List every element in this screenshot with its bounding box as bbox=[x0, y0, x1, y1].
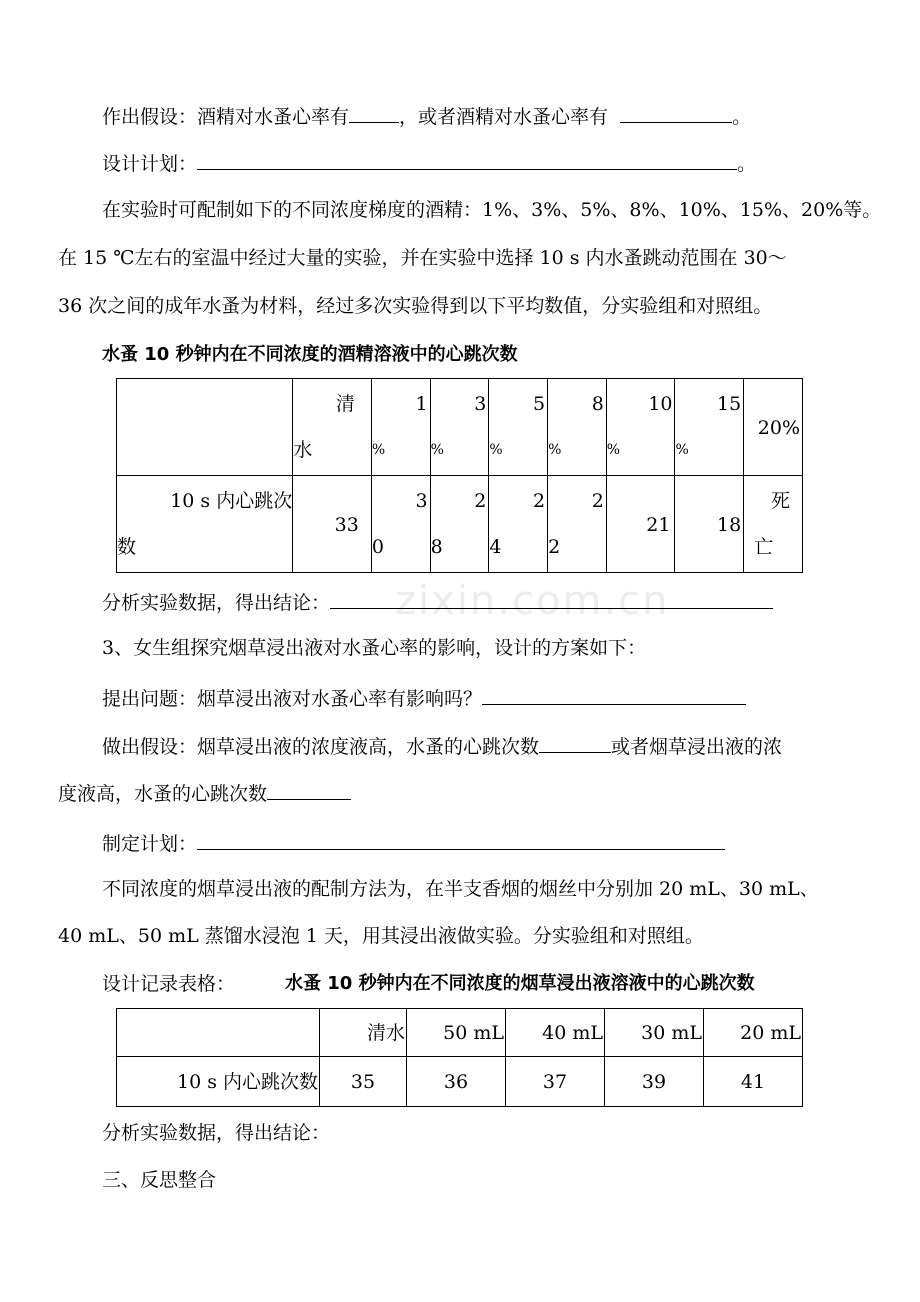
blank-4[interactable] bbox=[267, 779, 351, 800]
table-cell bbox=[506, 1009, 605, 1057]
table-cell bbox=[430, 476, 489, 573]
table-row bbox=[117, 476, 803, 573]
cell-value: 2 bbox=[474, 490, 487, 512]
header-text: 8 bbox=[591, 393, 604, 415]
table-cell bbox=[407, 1009, 506, 1057]
table-cell bbox=[371, 379, 430, 476]
table-cell bbox=[548, 379, 607, 476]
table-cell bbox=[489, 379, 548, 476]
header-text: 5 bbox=[532, 393, 546, 415]
table-cell bbox=[293, 476, 372, 573]
table-row bbox=[117, 1009, 803, 1057]
cell-value: 3 bbox=[415, 490, 428, 512]
conclusion-line bbox=[102, 588, 773, 615]
table1-title: 水蚤 10 秒钟内在不同浓度的酒精溶液中的心跳次数 bbox=[102, 344, 518, 365]
hypothesis-text-b: ，或者酒精对水蚤心率有 bbox=[399, 106, 609, 128]
table-cell bbox=[117, 379, 293, 476]
cell-value: 21 bbox=[646, 514, 671, 536]
header-text: 15 bbox=[716, 393, 742, 415]
question-line bbox=[102, 684, 746, 711]
tobacco-heartbeat-table bbox=[116, 1008, 803, 1107]
blank-1[interactable] bbox=[349, 102, 399, 123]
header-text: 清 bbox=[335, 393, 355, 415]
cell-value: 35 bbox=[350, 1071, 376, 1093]
cell-value: 36 bbox=[443, 1071, 469, 1093]
period: 。 bbox=[737, 153, 757, 175]
header-text: 30 mL bbox=[641, 1022, 702, 1044]
blank-3[interactable] bbox=[539, 732, 611, 753]
blank-2[interactable] bbox=[620, 102, 732, 123]
row-label: 10 s 内心跳次 bbox=[170, 490, 293, 512]
alcohol-heartbeat-table bbox=[116, 378, 803, 573]
cell-value: 39 bbox=[641, 1071, 667, 1093]
header-text: % bbox=[548, 442, 562, 458]
header-text: 水 bbox=[293, 439, 313, 461]
table-cell bbox=[320, 1057, 407, 1107]
table-cell bbox=[704, 1009, 803, 1057]
header-text: % bbox=[430, 442, 444, 458]
question-blank[interactable] bbox=[482, 684, 746, 705]
hypothesis2-text: 或者烟草浸出液的浓 bbox=[611, 736, 783, 758]
cell-value: 亡 bbox=[754, 536, 774, 558]
table-cell bbox=[117, 476, 293, 573]
table-cell bbox=[744, 476, 803, 573]
hypothesis-line bbox=[102, 102, 751, 129]
body-text-line: 36 次之间的成年水蚤为材料，经过多次实验得到以下平均数值，分实验组和对照组。 bbox=[58, 295, 773, 317]
header-text: % bbox=[371, 442, 386, 458]
table-cell bbox=[606, 379, 675, 476]
row-label: 数 bbox=[117, 536, 137, 558]
plan-label: 设计计划： bbox=[102, 153, 198, 175]
row-label: 10 s 内心跳次数 bbox=[176, 1071, 318, 1093]
table-cell bbox=[704, 1057, 803, 1107]
body-text-line: 在实验时可配制如下的不同浓度梯度的酒精：1%、3%、5%、8%、10%、15%、20%等。 bbox=[102, 199, 882, 221]
header-text: 1 bbox=[415, 393, 428, 415]
cell-value: 4 bbox=[489, 536, 502, 558]
cell-value: 8 bbox=[430, 536, 443, 558]
header-text: 50 mL bbox=[443, 1022, 504, 1044]
table-cell bbox=[606, 476, 675, 573]
conclusion-label: 分析实验数据，得出结论： bbox=[102, 592, 331, 614]
header-text: 20 mL bbox=[740, 1022, 801, 1044]
table-cell bbox=[605, 1009, 704, 1057]
cell-value: 死 bbox=[770, 490, 790, 512]
header-text: 10 bbox=[648, 393, 673, 415]
cell-value: 2 bbox=[532, 490, 546, 512]
section-heading: 3、女生组探究烟草浸出液对水蚤心率的影响，设计的方案如下： bbox=[102, 637, 647, 659]
hypothesis-text-a: 作出假设：酒精对水蚤心率有 bbox=[102, 106, 350, 128]
body-text-line: 40 mL、50 mL 蒸馏水浸泡 1 天，用其浸出液做实验。分实验组和对照组。 bbox=[58, 925, 704, 947]
table-cell bbox=[293, 379, 372, 476]
table-cell bbox=[675, 476, 744, 573]
cell-value: 33 bbox=[334, 514, 359, 536]
conclusion-blank[interactable] bbox=[330, 588, 773, 609]
table-cell bbox=[744, 379, 803, 476]
cell-value: 2 bbox=[591, 490, 604, 512]
conclusion2-line: 分析实验数据，得出结论： bbox=[102, 1122, 331, 1144]
header-text: % bbox=[606, 442, 621, 458]
plan2-line bbox=[102, 829, 725, 856]
table-cell bbox=[548, 476, 607, 573]
plan-line bbox=[102, 149, 756, 176]
cell-value: 37 bbox=[542, 1071, 568, 1093]
hypothesis2-text: 做出假设：烟草浸出液的浓度液高，水蚤的心跳次数 bbox=[102, 736, 540, 758]
table-row bbox=[117, 379, 803, 476]
body-text-line: 不同浓度的烟草浸出液的配制方法为，在半支香烟的烟丝中分别加 20 mL、30 mL、 bbox=[102, 878, 819, 900]
header-text: 3 bbox=[474, 393, 487, 415]
table-row bbox=[117, 1057, 803, 1107]
header-text: 40 mL bbox=[542, 1022, 603, 1044]
cell-value: 41 bbox=[740, 1071, 766, 1093]
table-cell bbox=[320, 1009, 407, 1057]
section-heading: 三、反思整合 bbox=[102, 1169, 217, 1191]
header-text: % bbox=[489, 442, 503, 458]
cell-value: 18 bbox=[716, 514, 742, 536]
header-text: 20% bbox=[757, 417, 800, 439]
plan2-label: 制定计划： bbox=[102, 833, 198, 855]
header-text: 清水 bbox=[366, 1022, 405, 1044]
table-cell bbox=[430, 379, 489, 476]
table-cell bbox=[675, 379, 744, 476]
hypothesis2-text: 度液高，水蚤的心跳次数 bbox=[58, 783, 268, 805]
table-cell bbox=[605, 1057, 704, 1107]
table-cell bbox=[489, 476, 548, 573]
period: 。 bbox=[732, 106, 752, 128]
table-cell bbox=[371, 476, 430, 573]
header-text: % bbox=[675, 442, 689, 458]
watermark: zixin.com.cn bbox=[395, 578, 670, 624]
hypothesis2-line bbox=[58, 779, 351, 806]
record-table-line bbox=[102, 972, 235, 996]
cell-value: 0 bbox=[371, 536, 384, 558]
plan2-blank[interactable] bbox=[197, 829, 725, 850]
table2-title: 水蚤 10 秒钟内在不同浓度的烟草浸出液溶液中的心跳次数 bbox=[285, 973, 755, 994]
cell-value: 2 bbox=[548, 536, 561, 558]
record-table-label: 设计记录表格： bbox=[102, 973, 236, 995]
table-cell bbox=[506, 1057, 605, 1107]
question-text: 提出问题：烟草浸出液对水蚤心率有影响吗？ bbox=[102, 688, 483, 710]
table-cell bbox=[117, 1057, 320, 1107]
hypothesis2-line bbox=[102, 732, 782, 759]
plan-blank[interactable] bbox=[197, 149, 737, 170]
table-cell bbox=[117, 1009, 320, 1057]
table-cell bbox=[407, 1057, 506, 1107]
body-text-line: 在 15 ℃左右的室温中经过大量的实验，并在实验中选择 10 s 内水蚤跳动范围在 30～ bbox=[58, 247, 787, 269]
